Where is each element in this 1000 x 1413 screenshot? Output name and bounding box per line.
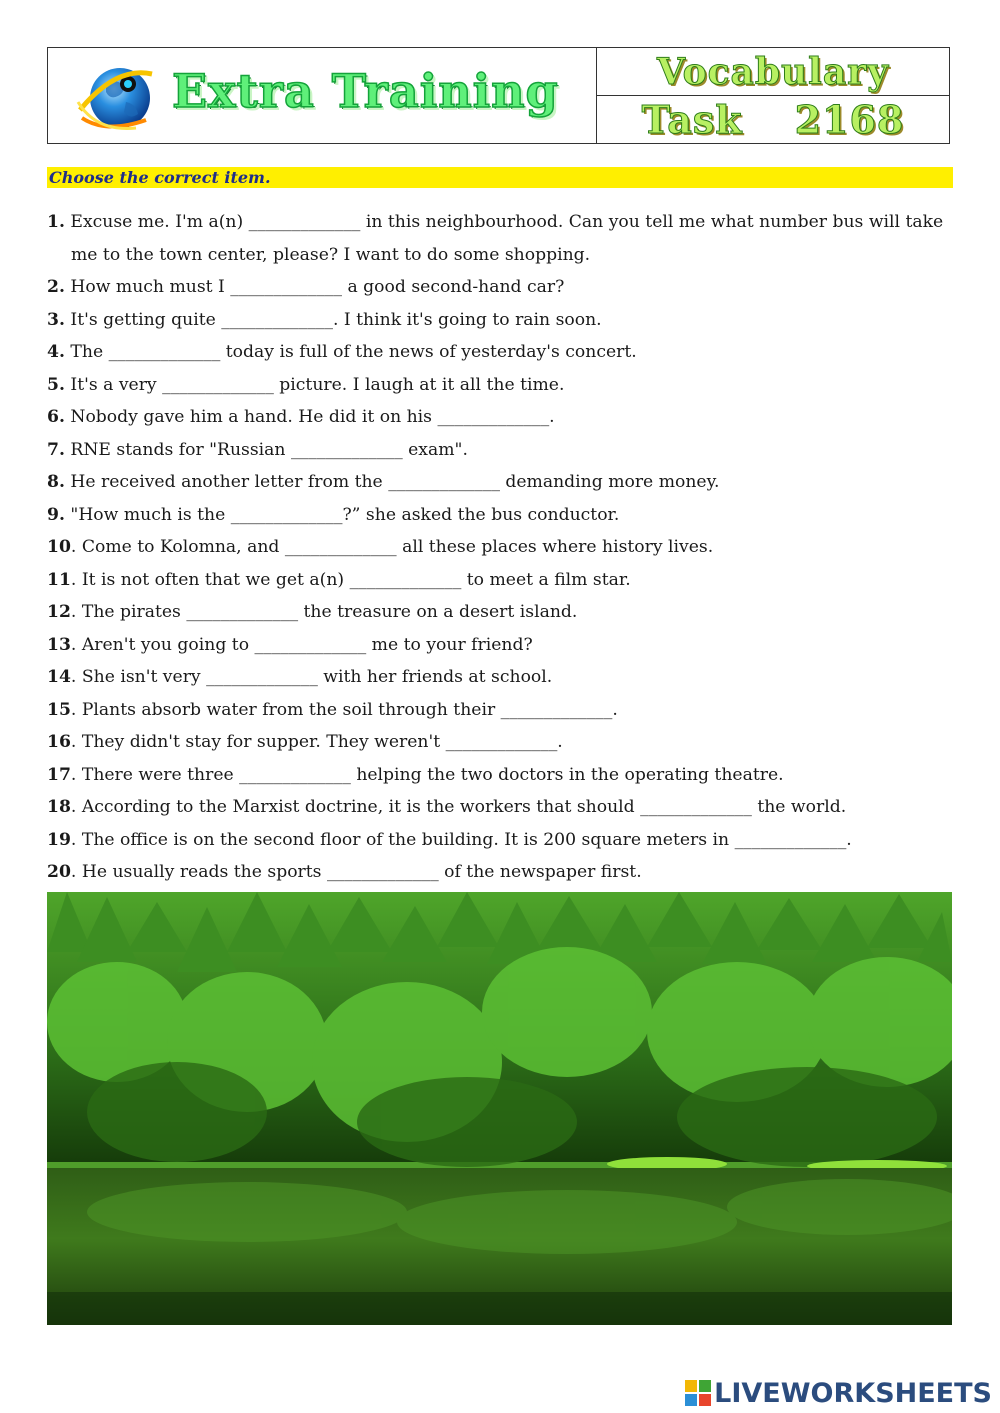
question-number: 9. [47, 504, 65, 525]
globe-logo-icon [76, 62, 156, 136]
question-text: . It is not often that we get a(n) _____________ to meet a film star. [70, 569, 631, 590]
question-number: 5. [47, 374, 65, 395]
question-number: 11 [47, 569, 71, 590]
question-number: 1. [47, 212, 65, 232]
question-number: 3. [47, 309, 65, 330]
liveworksheets-logo [685, 1376, 992, 1410]
question-number: 17 [47, 764, 71, 785]
question-text: "How much is the _____________?” she asked the bus conductor. [64, 504, 620, 525]
category-label: Vocabulary [597, 48, 949, 96]
forest-lake-photo [47, 892, 952, 1325]
question-item [47, 466, 957, 499]
question-item [47, 564, 957, 597]
liveworksheets-badge-icon [685, 1380, 711, 1406]
question-number: 10 [47, 537, 71, 557]
question-text: . Aren't you going to _____________ me to your friend? [70, 634, 533, 655]
question-number: 7. [47, 439, 65, 460]
question-number: 12 [47, 602, 71, 622]
question-item [47, 369, 957, 402]
question-text: . He usually reads the sports _____________ of the newspaper first. [70, 862, 642, 882]
question-item [47, 596, 957, 629]
question-number: 4. [47, 342, 65, 362]
question-item [47, 661, 957, 694]
instruction-bar [47, 167, 953, 188]
question-item [47, 304, 957, 337]
question-item [47, 499, 957, 532]
question-item [47, 856, 957, 889]
question-number: 16 [47, 732, 71, 752]
question-number: 14 [47, 667, 71, 687]
question-text: It's a very _____________ picture. I laugh at it all the time. [64, 374, 565, 395]
brand-title: Extra Training [172, 64, 559, 118]
question-number: 18 [47, 797, 71, 817]
question-number: 2. [47, 277, 65, 297]
question-text: Excuse me. I'm a(n) _____________ in this neighbourhood. Can you tell me what number bus will take me to the town center, please? I want to do some shopping. [64, 212, 944, 265]
question-text: . According to the Marxist doctrine, it is the workers that should _____________ the world. [70, 797, 847, 817]
question-text: The _____________ today is full of the news of yesterday's concert. [64, 342, 637, 362]
question-text: . Plants absorb water from the soil through their _____________. [70, 699, 618, 720]
task-label: Task [641, 97, 743, 142]
liveworksheets-text: LIVEWORKSHEETS [714, 1377, 992, 1409]
header-task-cell [597, 48, 949, 143]
question-item [47, 791, 957, 824]
question-text: He received another letter from the _____________ demanding more money. [64, 472, 720, 492]
task-id [597, 96, 949, 143]
question-item [47, 694, 957, 727]
question-text: . There were three _____________ helping the two doctors in the operating theatre. [70, 764, 784, 785]
forest-lake-illustration [47, 892, 952, 1325]
question-item [47, 726, 957, 759]
question-item [47, 206, 957, 271]
question-number: 6. [47, 407, 65, 427]
question-item [47, 271, 957, 304]
task-number: 2168 [794, 97, 905, 142]
question-text: . She isn't very _____________ with her friends at school. [70, 667, 553, 687]
question-text: It's getting quite _____________. I think it's going to rain soon. [64, 309, 602, 330]
question-item [47, 759, 957, 792]
question-text: RNE stands for "Russian _____________ exam". [64, 439, 468, 460]
question-item [47, 629, 957, 662]
question-number: 20 [47, 862, 71, 882]
question-list [47, 206, 957, 889]
question-number: 8. [47, 472, 65, 492]
question-text: How much must I _____________ a good second-hand car? [64, 277, 565, 297]
question-number: 15 [47, 699, 71, 720]
question-text: . The office is on the second floor of the building. It is 200 square meters in _____________. [70, 829, 852, 850]
question-text: . The pirates _____________ the treasure on a desert island. [70, 602, 578, 622]
worksheet-header [47, 47, 950, 144]
header-brand-cell [48, 48, 597, 143]
question-text: . Come to Kolomna, and _____________ all these places where history lives. [70, 537, 714, 557]
question-text: . They didn't stay for supper. They weren't _____________. [70, 732, 563, 752]
instruction-text: Choose the correct item. [49, 168, 271, 187]
question-item [47, 824, 957, 857]
question-item [47, 531, 957, 564]
question-item [47, 336, 957, 369]
question-text: Nobody gave him a hand. He did it on his _____________. [64, 407, 555, 427]
question-number: 13 [47, 634, 71, 655]
question-item [47, 401, 957, 434]
question-item [47, 434, 957, 467]
question-number: 19 [47, 829, 71, 850]
